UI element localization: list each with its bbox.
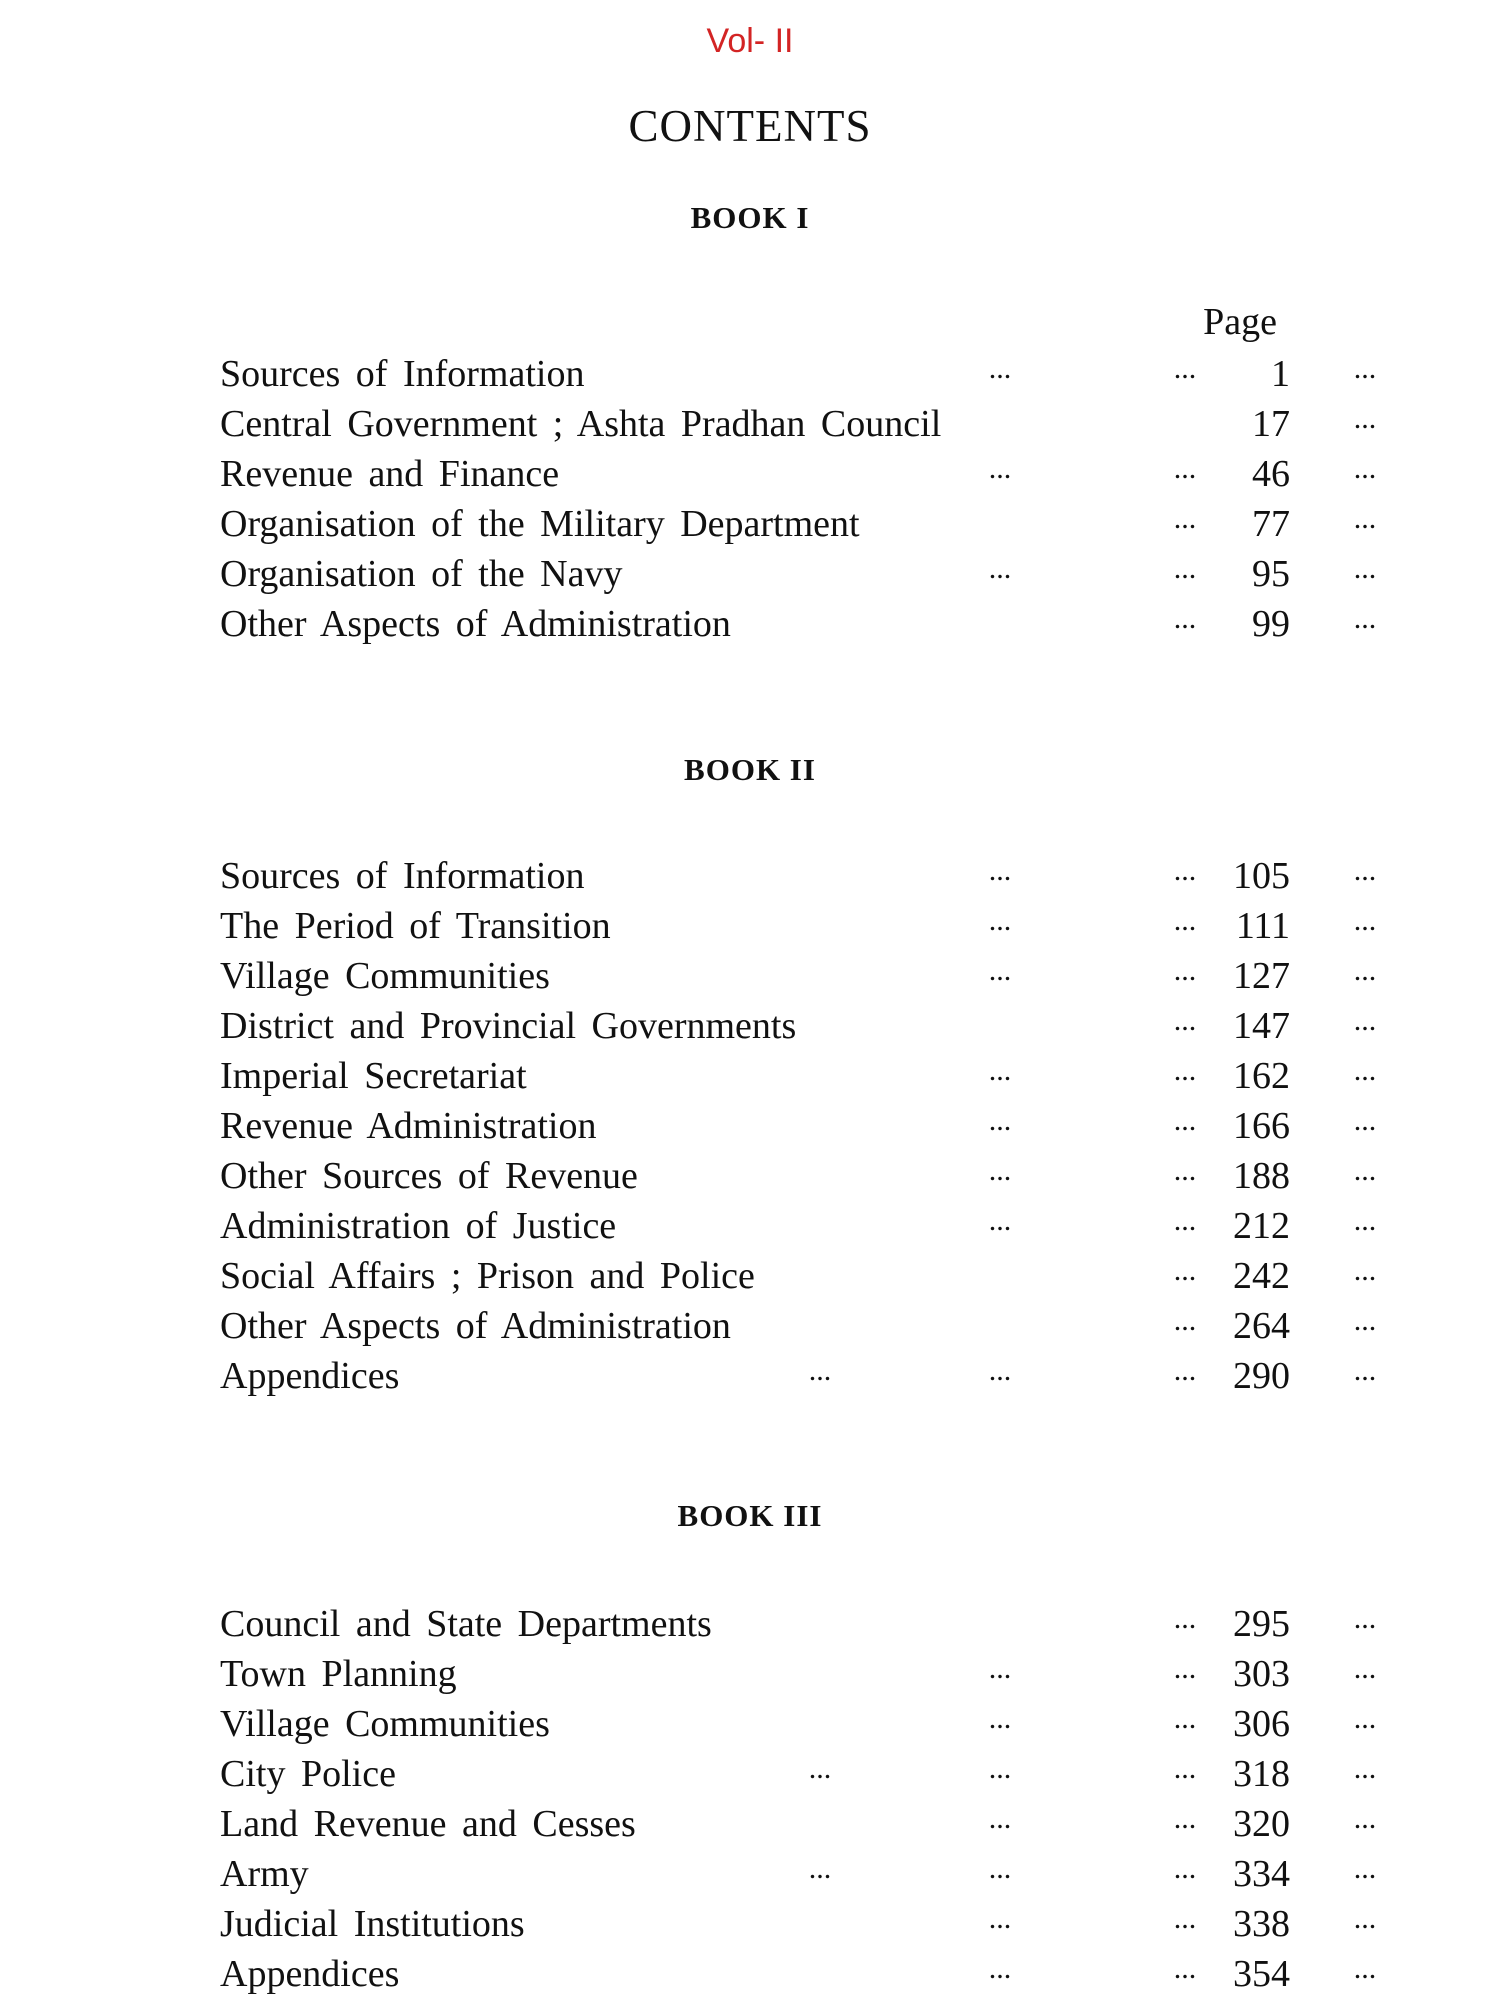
- toc-leader-dots: ...: [1353, 1852, 1377, 1885]
- toc-entry-title: Land Revenue and Cesses: [220, 1803, 636, 1845]
- toc-entry-title: Council and State Departments: [220, 1603, 712, 1645]
- toc-leader-dots: ...: [988, 954, 1012, 987]
- toc-leader-dots: ...: [1173, 1802, 1197, 1835]
- toc-leader-dots: ...: [1353, 954, 1377, 987]
- toc-leader-dots: ...: [1173, 1902, 1197, 1935]
- toc-leader-dots: ...: [1353, 1304, 1377, 1337]
- toc-leader-dots: ...: [988, 904, 1012, 937]
- toc-leader-dots: ...: [1353, 904, 1377, 937]
- toc-entry[interactable]: [220, 1648, 1377, 1698]
- toc-entry[interactable]: [220, 1798, 1377, 1848]
- toc-leader-dots: ...: [988, 854, 1012, 887]
- toc-entry-page: 162: [1233, 1055, 1290, 1097]
- toc-entry[interactable]: [220, 1898, 1377, 1948]
- toc-leader-dots: ...: [1353, 854, 1377, 887]
- toc-entry[interactable]: [220, 1598, 1377, 1648]
- toc-entry[interactable]: [220, 1848, 1377, 1898]
- toc-leader-dots: ...: [988, 552, 1012, 585]
- toc-leader-dots: ...: [1173, 1702, 1197, 1735]
- toc-leader-dots: ...: [808, 1852, 832, 1885]
- toc-entry-title: Village Communities: [220, 1703, 550, 1745]
- toc-book-3: [220, 1598, 1377, 1998]
- toc-leader-dots: ...: [988, 1702, 1012, 1735]
- toc-leader-dots: ...: [1173, 1004, 1197, 1037]
- toc-entry[interactable]: [220, 448, 1377, 498]
- toc-entry[interactable]: [220, 850, 1377, 900]
- toc-entry[interactable]: [220, 1948, 1377, 1998]
- toc-entry-title: Organisation of the Navy: [220, 553, 623, 595]
- toc-leader-dots: ...: [1173, 1254, 1197, 1287]
- toc-leader-dots: ...: [988, 1752, 1012, 1785]
- toc-leader-dots: ...: [1353, 502, 1377, 535]
- toc-entry-page: 105: [1233, 855, 1290, 897]
- toc-entry-page: 212: [1233, 1205, 1290, 1247]
- toc-entry-title: Central Government ; Ashta Pradhan Council: [220, 403, 942, 445]
- toc-leader-dots: ...: [808, 1354, 832, 1387]
- toc-entry-title: Village Communities: [220, 955, 550, 997]
- toc-entry-title: Judicial Institutions: [220, 1903, 525, 1945]
- toc-entry[interactable]: [220, 1000, 1377, 1050]
- toc-leader-dots: ...: [988, 1154, 1012, 1187]
- toc-entry-page: 17: [1252, 403, 1290, 445]
- toc-entry[interactable]: [220, 598, 1377, 648]
- toc-leader-dots: ...: [1173, 1354, 1197, 1387]
- toc-leader-dots: ...: [988, 1204, 1012, 1237]
- toc-entry-page: 303: [1233, 1653, 1290, 1695]
- toc-entry-title: Appendices: [220, 1355, 400, 1397]
- toc-entry-page: 166: [1233, 1105, 1290, 1147]
- toc-entry[interactable]: [220, 498, 1377, 548]
- toc-entry[interactable]: [220, 398, 1377, 448]
- toc-entry-title: District and Provincial Governments: [220, 1005, 797, 1047]
- toc-leader-dots: ...: [988, 1952, 1012, 1985]
- toc-leader-dots: ...: [1173, 502, 1197, 535]
- toc-leader-dots: ...: [1353, 1004, 1377, 1037]
- toc-leader-dots: ...: [1173, 1652, 1197, 1685]
- toc-leader-dots: ...: [1173, 1154, 1197, 1187]
- toc-leader-dots: ...: [988, 1104, 1012, 1137]
- toc-entry-title: Appendices: [220, 1953, 400, 1995]
- toc-leader-dots: ...: [988, 1652, 1012, 1685]
- page-column-header: Page: [1203, 301, 1277, 343]
- book-heading-2: BOOK II: [684, 752, 816, 787]
- toc-entry-page: 354: [1233, 1953, 1290, 1995]
- toc-entry[interactable]: [220, 348, 1377, 398]
- toc-entry-title: Social Affairs ; Prison and Police: [220, 1255, 755, 1297]
- toc-leader-dots: ...: [1353, 1602, 1377, 1635]
- toc-leader-dots: ...: [1173, 904, 1197, 937]
- toc-leader-dots: ...: [1173, 1204, 1197, 1237]
- toc-entry-title: Revenue Administration: [220, 1105, 597, 1147]
- toc-leader-dots: ...: [1173, 1852, 1197, 1885]
- toc-leader-dots: ...: [1173, 1304, 1197, 1337]
- toc-book-2: [220, 850, 1377, 1400]
- toc-leader-dots: ...: [988, 352, 1012, 385]
- toc-entry[interactable]: [220, 1350, 1377, 1400]
- toc-entry-page: 147: [1233, 1005, 1290, 1047]
- toc-entry-page: 188: [1233, 1155, 1290, 1197]
- toc-entry-page: 77: [1252, 503, 1290, 545]
- toc-entry[interactable]: [220, 1150, 1377, 1200]
- toc-leader-dots: ...: [988, 1354, 1012, 1387]
- toc-leader-dots: ...: [1353, 1054, 1377, 1087]
- toc-entry[interactable]: [220, 1698, 1377, 1748]
- toc-entry-page: 334: [1233, 1853, 1290, 1895]
- toc-book-1: [220, 348, 1377, 648]
- toc-leader-dots: ...: [1173, 1602, 1197, 1635]
- toc-leader-dots: ...: [1353, 1802, 1377, 1835]
- toc-entry-title: Administration of Justice: [220, 1205, 617, 1247]
- toc-entry-title: The Period of Transition: [220, 905, 611, 947]
- toc-leader-dots: ...: [988, 452, 1012, 485]
- toc-entry-page: 318: [1233, 1753, 1290, 1795]
- volume-label: Vol- II: [706, 22, 794, 60]
- toc-leader-dots: ...: [1353, 1702, 1377, 1735]
- toc-leader-dots: ...: [1353, 552, 1377, 585]
- toc-leader-dots: ...: [1353, 1254, 1377, 1287]
- toc-entry-page: 1: [1271, 353, 1290, 395]
- toc-leader-dots: ...: [1353, 1902, 1377, 1935]
- toc-leader-dots: ...: [808, 1752, 832, 1785]
- toc-entry-page: 127: [1233, 955, 1290, 997]
- toc-leader-dots: ...: [1353, 1104, 1377, 1137]
- toc-leader-dots: ...: [1173, 1952, 1197, 1985]
- toc-entry[interactable]: [220, 900, 1377, 950]
- toc-entry-title: Other Aspects of Administration: [220, 603, 731, 645]
- toc-entry-page: 264: [1233, 1305, 1290, 1347]
- toc-entry-page: 295: [1233, 1603, 1290, 1645]
- toc-entry[interactable]: [220, 1100, 1377, 1150]
- toc-entry-title: Organisation of the Military Department: [220, 503, 860, 545]
- toc-entry[interactable]: [220, 1250, 1377, 1300]
- toc-leader-dots: ...: [988, 1852, 1012, 1885]
- toc-entry-title: Sources of Information: [220, 353, 585, 395]
- toc-entry-page: 320: [1233, 1803, 1290, 1845]
- toc-leader-dots: ...: [1353, 1952, 1377, 1985]
- toc-leader-dots: ...: [1353, 1752, 1377, 1785]
- toc-entry[interactable]: [220, 1300, 1377, 1350]
- book-heading-1: BOOK I: [690, 200, 810, 235]
- toc-entry-title: Army: [220, 1853, 309, 1895]
- toc-entry-page: 95: [1252, 553, 1290, 595]
- toc-entry-title: City Police: [220, 1753, 396, 1795]
- toc-entry-title: Revenue and Finance: [220, 453, 560, 495]
- toc-leader-dots: ...: [988, 1902, 1012, 1935]
- toc-leader-dots: ...: [1353, 1204, 1377, 1237]
- toc-leader-dots: ...: [1173, 954, 1197, 987]
- toc-leader-dots: ...: [988, 1054, 1012, 1087]
- toc-leader-dots: ...: [1353, 402, 1377, 435]
- toc-leader-dots: ...: [988, 1802, 1012, 1835]
- toc-leader-dots: ...: [1353, 1154, 1377, 1187]
- toc-entry[interactable]: [220, 548, 1377, 598]
- toc-entry-title: Other Aspects of Administration: [220, 1305, 731, 1347]
- toc-entry-page: 338: [1233, 1903, 1290, 1945]
- book-heading-3: BOOK III: [677, 1498, 823, 1533]
- page-title: CONTENTS: [628, 101, 872, 151]
- toc-entry[interactable]: [220, 1050, 1377, 1100]
- toc-leader-dots: ...: [1173, 854, 1197, 887]
- toc-leader-dots: ...: [1353, 352, 1377, 385]
- toc-leader-dots: ...: [1173, 1104, 1197, 1137]
- toc-leader-dots: ...: [1353, 602, 1377, 635]
- toc-leader-dots: ...: [1173, 352, 1197, 385]
- toc-entry-page: 111: [1235, 905, 1290, 947]
- toc-entry-page: 306: [1233, 1703, 1290, 1745]
- toc-leader-dots: ...: [1353, 1652, 1377, 1685]
- toc-leader-dots: ...: [1173, 452, 1197, 485]
- toc-leader-dots: ...: [1353, 452, 1377, 485]
- toc-leader-dots: ...: [1353, 1354, 1377, 1387]
- toc-entry-title: Town Planning: [220, 1653, 457, 1695]
- toc-entry-page: 242: [1233, 1255, 1290, 1297]
- toc-leader-dots: ...: [1173, 1054, 1197, 1087]
- toc-entry[interactable]: [220, 1200, 1377, 1250]
- toc-entry-title: Sources of Information: [220, 855, 585, 897]
- toc-entry[interactable]: [220, 1748, 1377, 1798]
- toc-entry-title: Other Sources of Revenue: [220, 1155, 638, 1197]
- toc-entry-title: Imperial Secretariat: [220, 1055, 527, 1097]
- toc-entry-page: 290: [1233, 1355, 1290, 1397]
- toc-entry-page: 99: [1252, 603, 1290, 645]
- toc-leader-dots: ...: [1173, 552, 1197, 585]
- toc-leader-dots: ...: [1173, 602, 1197, 635]
- toc-entry-page: 46: [1252, 453, 1290, 495]
- toc-leader-dots: ...: [1173, 1752, 1197, 1785]
- toc-entry[interactable]: [220, 950, 1377, 1000]
